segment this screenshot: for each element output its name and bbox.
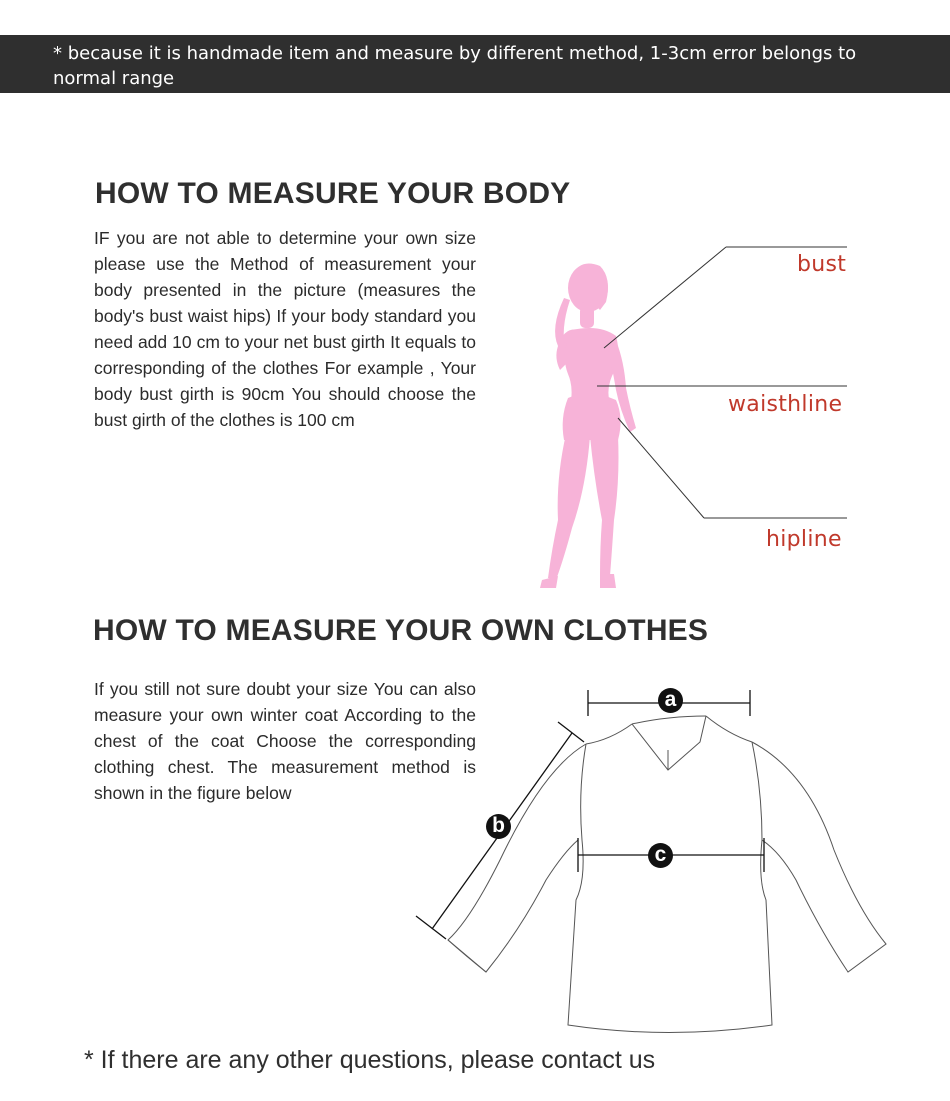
notice-text: * because it is handmade item and measure by different method, 1-3cm error belongs to normal range (53, 43, 857, 89)
clothes-measure-paragraph: If you still not sure doubt your size You can also measure your own winter coat According to the chest of the coat Choose the corresponding clothing chest. The measurement method is shown in the figure below (94, 679, 476, 803)
coat-outline (448, 716, 886, 1033)
body-measure-title: HOW TO MEASURE YOUR BODY (95, 177, 571, 210)
bust-label: bust (797, 252, 847, 277)
body-measure-paragraph: IF you are not able to determine your own size please use the Method of measurement your body presented in the picture (measures the body's bust waist hips) If your body standard you need add 10 cm to your net bust girth It equals to corresponding of the clothes For example , Your body bust girth is 90cm You should choose the bust girth of the clothes is 100 cm (94, 228, 476, 430)
clothes-measure-title: HOW TO MEASURE YOUR OWN CLOTHES (93, 614, 709, 647)
waistline-label: waisthline (728, 392, 843, 417)
hipline-label: hipline (766, 527, 842, 552)
marker-c-badge: c (648, 843, 673, 868)
marker-b-badge: b (486, 814, 511, 839)
contact-footer: * If there are any other questions, please contact us (84, 1046, 656, 1074)
marker-a-badge: a (658, 688, 683, 713)
measure-lines (416, 690, 764, 939)
